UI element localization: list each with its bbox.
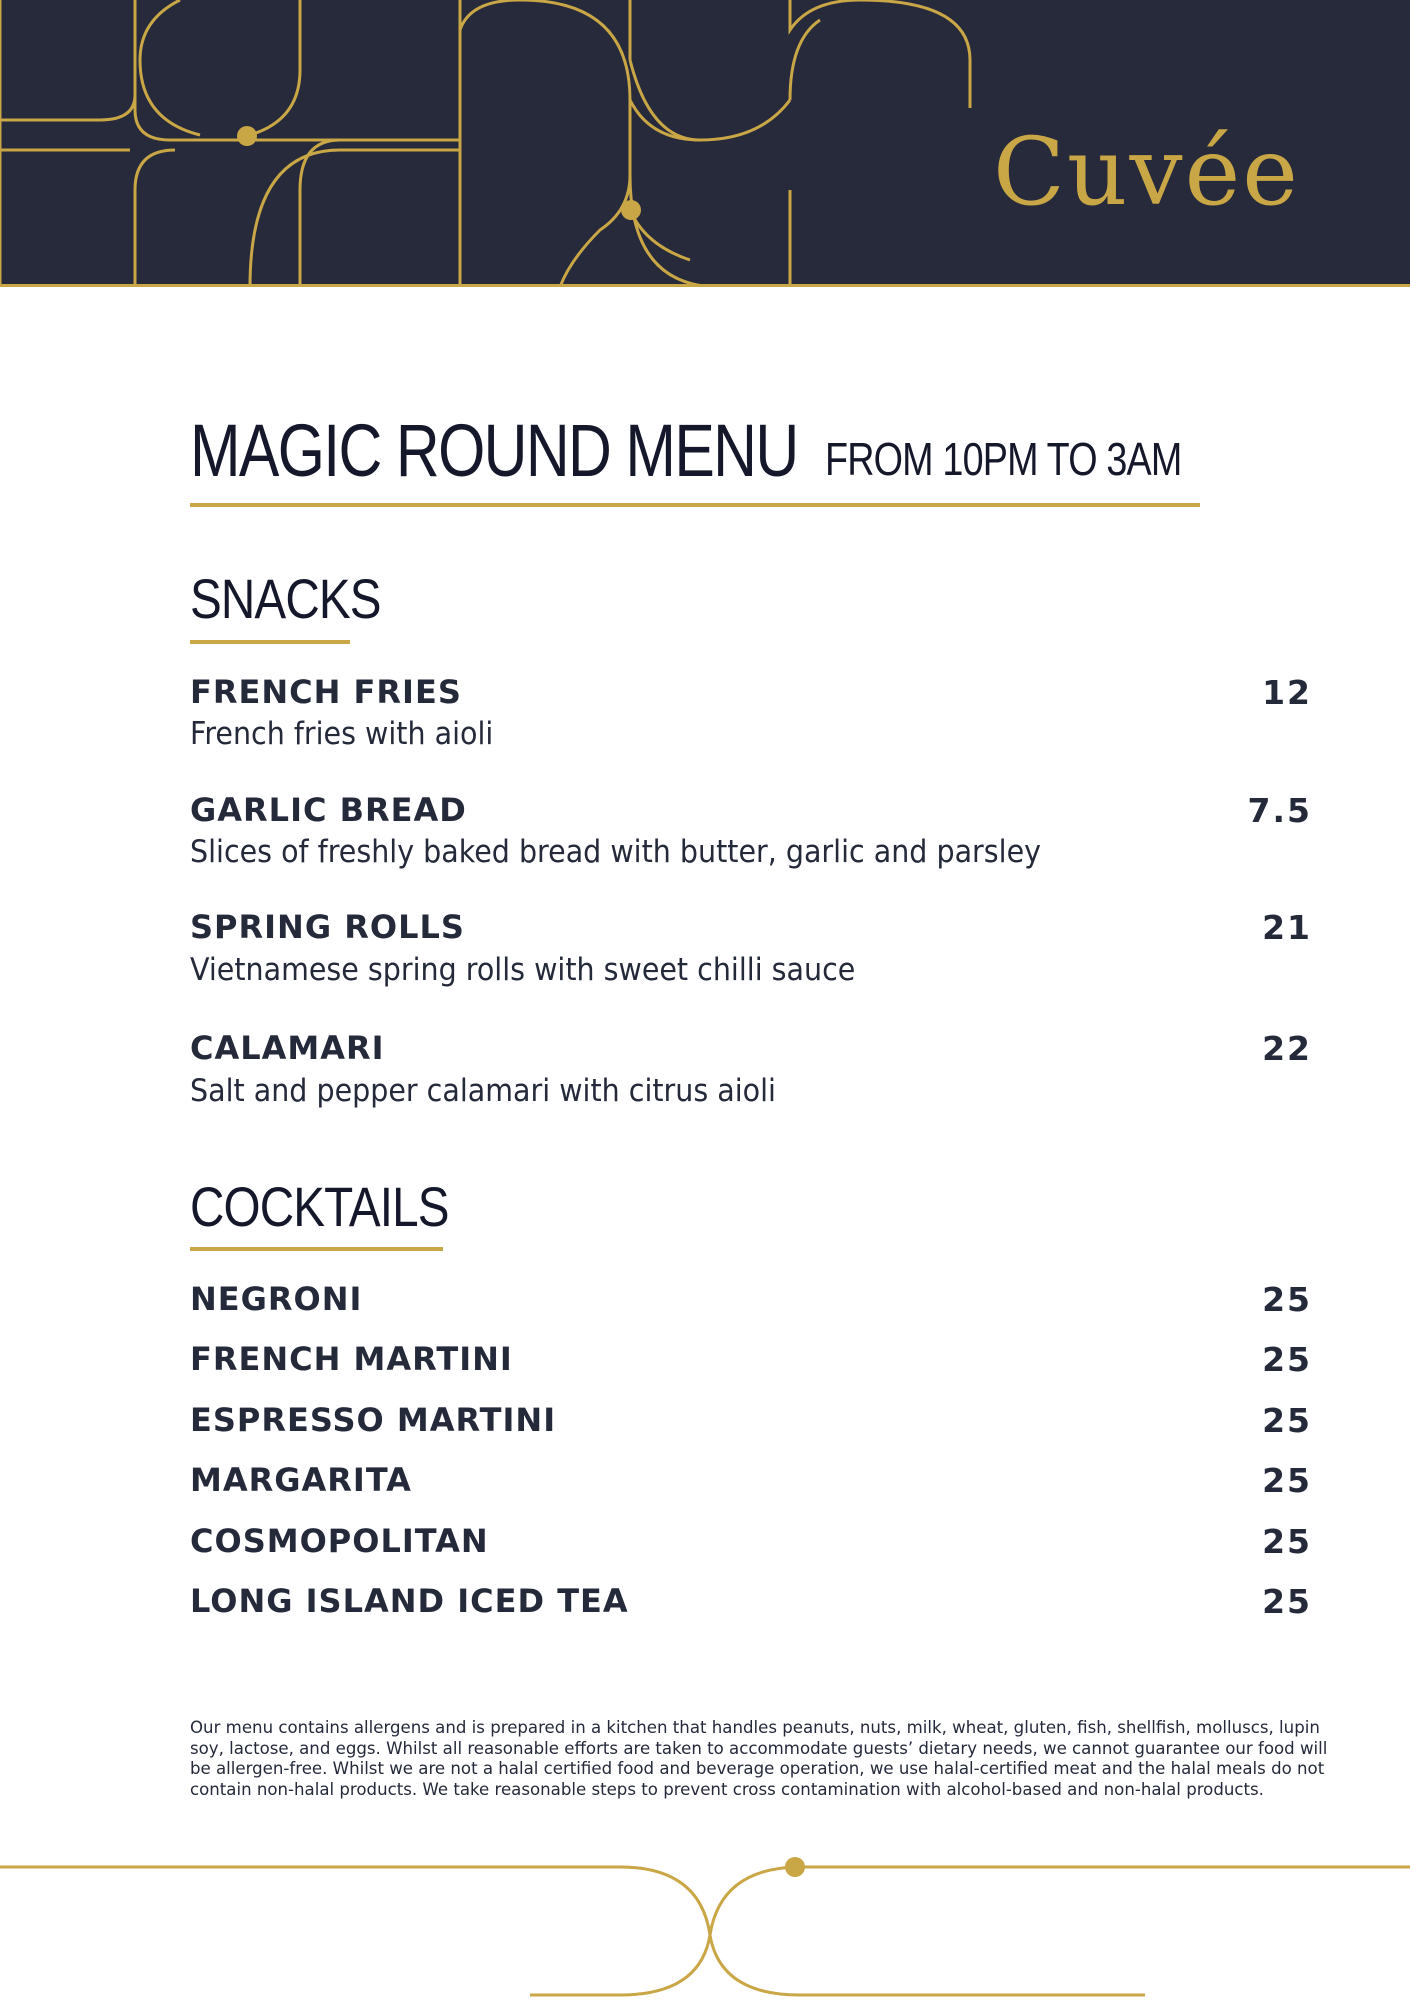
menu-item-description: French fries with aioli — [190, 716, 494, 752]
cuvee-logo: Cuvée — [993, 118, 1300, 227]
disclaimer-line: be allergen-free. Whilst we are not a halal certified food and beverage operation, we use halal-certified meat and the halal meals do not — [190, 1759, 1325, 1778]
menu-title-main: MAGIC ROUND MENU — [190, 409, 798, 492]
menu-item-description: Vietnamese spring rolls with sweet chilli sauce — [190, 952, 856, 988]
header-gold-border — [0, 284, 1410, 287]
disclaimer-line: soy, lactose, and eggs. Whilst all reasonable efforts are taken to accommodate guests’ dietary needs, we cannot guarantee our food will — [190, 1738, 1328, 1758]
menu-item-name: MARGARITA — [190, 1461, 412, 1499]
menu-item-description: Slices of freshly baked bread with butter, garlic and parsley — [190, 834, 1041, 870]
menu-item-price: 25 — [1262, 1461, 1312, 1500]
menu-item-name: FRENCH FRIES — [190, 673, 462, 711]
menu-item-name: COSMOPOLITAN — [190, 1522, 489, 1560]
disclaimer-line: contain non-halal products. We take reasonable steps to prevent cross contamination with alcohol-based and non-halal products. — [190, 1779, 1264, 1799]
menu-item-price: 21 — [1262, 908, 1312, 947]
header-banner — [0, 0, 1410, 287]
menu-item-price: 12 — [1262, 673, 1312, 712]
menu-item-price: 25 — [1262, 1522, 1312, 1561]
menu-item-name: GARLIC BREAD — [190, 791, 467, 829]
disclaimer-line: Our menu contains allergens and is prepared in a kitchen that handles peanuts, nuts, milk, wheat, gluten, fish, shellfish, molluscs, lupin — [190, 1718, 1320, 1737]
menu-title-hours: FROM 10PM TO 3AM — [825, 433, 1182, 485]
menu-item-name: SPRING ROLLS — [190, 908, 465, 946]
menu-item-price: 22 — [1262, 1029, 1312, 1068]
title-underline — [190, 503, 1200, 507]
footer-ornament — [0, 1845, 1410, 2000]
menu-item-name: NEGRONI — [190, 1280, 363, 1318]
menu-item-price: 25 — [1262, 1401, 1312, 1440]
menu-item-name: FRENCH MARTINI — [190, 1340, 513, 1378]
allergen-disclaimer — [190, 1718, 1328, 1800]
section-heading-snacks: SNACKS — [190, 567, 381, 630]
section-underline-snacks — [190, 640, 350, 644]
menu-item-price: 25 — [1262, 1340, 1312, 1379]
menu-item-description: Salt and pepper calamari with citrus aioli — [190, 1073, 776, 1109]
menu-item-name: CALAMARI — [190, 1029, 385, 1067]
menu-item-price: 7.5 — [1247, 791, 1312, 830]
menu-item-price: 25 — [1262, 1280, 1312, 1319]
menu-title — [190, 408, 1182, 493]
menu-item-name: LONG ISLAND ICED TEA — [190, 1582, 629, 1620]
menu-item-name: ESPRESSO MARTINI — [190, 1401, 557, 1439]
menu-item-price: 25 — [1262, 1582, 1312, 1621]
section-underline-cocktails — [190, 1247, 443, 1251]
section-heading-cocktails: COCKTAILS — [190, 1175, 449, 1238]
